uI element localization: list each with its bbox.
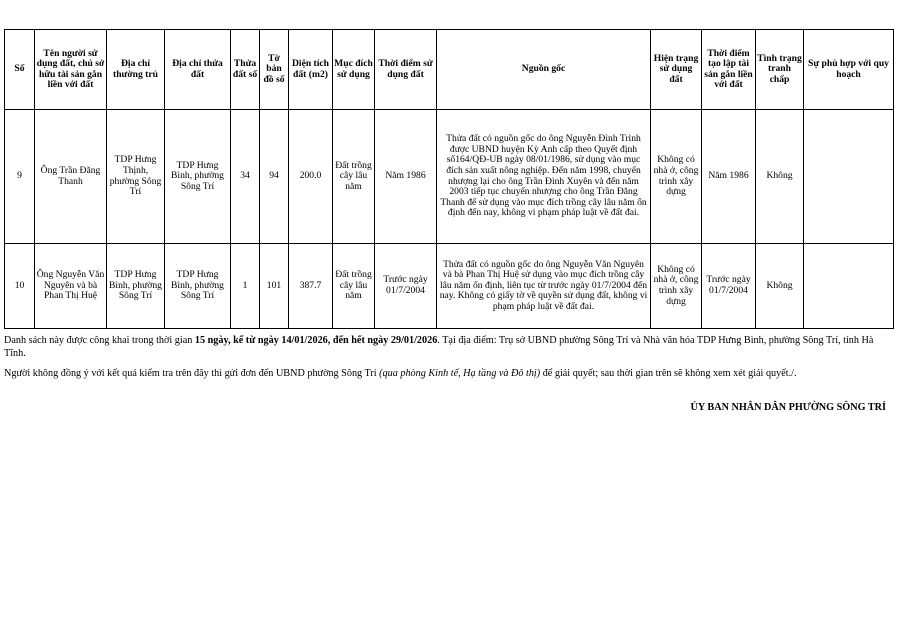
- cell-hien-trang: Không có nhà ở, công trình xây dựng: [651, 244, 702, 329]
- cell-muc-dich: Đất trồng cây lâu năm: [333, 244, 375, 329]
- table-row: [5, 244, 894, 329]
- header-cell-quy-hoach: Sự phù hợp với quy hoạch: [804, 30, 894, 110]
- cell-thuong-tru: TDP Hưng Thịnh, phường Sông Trí: [107, 110, 165, 244]
- cell-muc-dich: Đất trồng cây lâu năm: [333, 110, 375, 244]
- notice-complaint-end: để giải quyết; sau thời gian trên sẽ không xem xét giải quyết./.: [540, 367, 797, 379]
- cell-to: 101: [260, 244, 289, 329]
- header-cell-to: Tờ bản đồ số: [260, 30, 289, 110]
- cell-thoi-diem: Trước ngày 01/7/2004: [375, 244, 437, 329]
- signature-authority: ỦY BAN NHÂN DÂN PHƯỜNG SÔNG TRÍ: [690, 402, 886, 413]
- cell-to: 94: [260, 110, 289, 244]
- cell-thoi-diem: Năm 1986: [375, 110, 437, 244]
- cell-dien-tich: 387.7: [289, 244, 333, 329]
- notice-paragraph-period: [4, 335, 894, 361]
- header-cell-tao-lap: Thời điểm tạo lập tài sản gắn liền với đất: [702, 30, 756, 110]
- header-cell-nguon-goc: Nguồn gốc: [437, 30, 651, 110]
- header-cell-thoi-diem: Thời điểm sử dụng đất: [375, 30, 437, 110]
- cell-hien-trang: Không có nhà ở, công trình xây dựng: [651, 110, 702, 244]
- header-cell-hien-trang: Hiện trạng sử dụng đất: [651, 30, 702, 110]
- header-cell-so: Số: [5, 30, 35, 110]
- notice-paragraph-complaint: [4, 368, 894, 381]
- cell-tao-lap: Năm 1986: [702, 110, 756, 244]
- header-cell-thua: Thửa đất số: [231, 30, 260, 110]
- cell-ten: Ông Trần Đăng Thanh: [35, 110, 107, 244]
- header-cell-dia-chi-thua: Địa chỉ thửa đất: [165, 30, 231, 110]
- cell-dia-chi-thua: TDP Hưng Bình, phường Sông Trí: [165, 244, 231, 329]
- cell-thua: 1: [231, 244, 260, 329]
- cell-tao-lap: Trước ngày 01/7/2004: [702, 244, 756, 329]
- cell-so: 10: [5, 244, 35, 329]
- cell-ten: Ông Nguyễn Văn Nguyên và bà Phan Thị Huệ: [35, 244, 107, 329]
- notice-notes: [4, 335, 894, 387]
- cell-quy-hoach: [804, 110, 894, 244]
- cell-thuong-tru: TDP Hưng Bình, phường Sông Trí: [107, 244, 165, 329]
- land-table: [4, 29, 894, 329]
- notice-complaint-office: (qua phòng Kinh tế, Hạ tầng và Đô thị): [379, 367, 541, 379]
- cell-dien-tich: 200.0: [289, 110, 333, 244]
- header-cell-thuong-tru: Địa chỉ thường trú: [107, 30, 165, 110]
- header-cell-ten: Tên người sử dụng đất, chủ sở hữu tài sản gắn liền với đất: [35, 30, 107, 110]
- cell-nguon-goc: Thửa đất có nguồn gốc do ông Nguyễn Đình Trình được UBND huyện Kỳ Anh cấp theo Quyết định số164/QĐ-UB ngày 08/01/1986, sử dụng vào mục đích sản xuất nông nghiệp. Đến năm 1998, chuyển nhượng lại cho ông Trần Đình Xuyên và đến năm 2003 tiếp tục chuyển nhượng cho ông Trần Đăng Thanh để sử dụng vào mục đích trồng cây lâu năm ổn định đến nay, không vi phạm pháp luật về đất đai.: [437, 110, 651, 244]
- table-header-row: [5, 30, 894, 110]
- cell-quy-hoach: [804, 244, 894, 329]
- notice-period-text: Danh sách này được công khai trong thời gian: [4, 335, 195, 346]
- notice-complaint-text: Người không đồng ý với kết quả kiểm tra trên đây thì gửi đơn đến UBND phường Sông Trí: [4, 367, 380, 379]
- cell-tranh-chap: Không: [756, 110, 804, 244]
- cell-nguon-goc: Thửa đất có nguồn gốc do ông Nguyễn Văn Nguyên và bà Phan Thị Huệ sử dụng vào mục đích trồng cây lâu năm ổn định, liên tục từ trước ngày 01/7/2004 đến nay. Không có giấy tờ về quyền sử dụng đất, không vi phạm pháp luật về đất đai.: [437, 244, 651, 329]
- header-cell-muc-dich: Mục đích sử dụng: [333, 30, 375, 110]
- notice-period-dates: 15 ngày, kể từ ngày 14/01/2026, đến hết ngày 29/01/2026: [194, 335, 438, 346]
- cell-tranh-chap: Không: [756, 244, 804, 329]
- header-cell-tranh-chap: Tình trạng tranh chấp: [756, 30, 804, 110]
- header-cell-dien-tich: Diện tích đất (m2): [289, 30, 333, 110]
- notice-location-text: . Tại địa điểm: Trụ sở UBND phường Sông Trí và Nhà văn hóa TDP Hưng Bình, phường Sông Trí, tỉnh Hà Tĩnh.: [4, 335, 874, 359]
- cell-so: 9: [5, 110, 35, 244]
- cell-thua: 34: [231, 110, 260, 244]
- table-row: [5, 110, 894, 244]
- cell-dia-chi-thua: TDP Hưng Bình, phường Sông Trí: [165, 110, 231, 244]
